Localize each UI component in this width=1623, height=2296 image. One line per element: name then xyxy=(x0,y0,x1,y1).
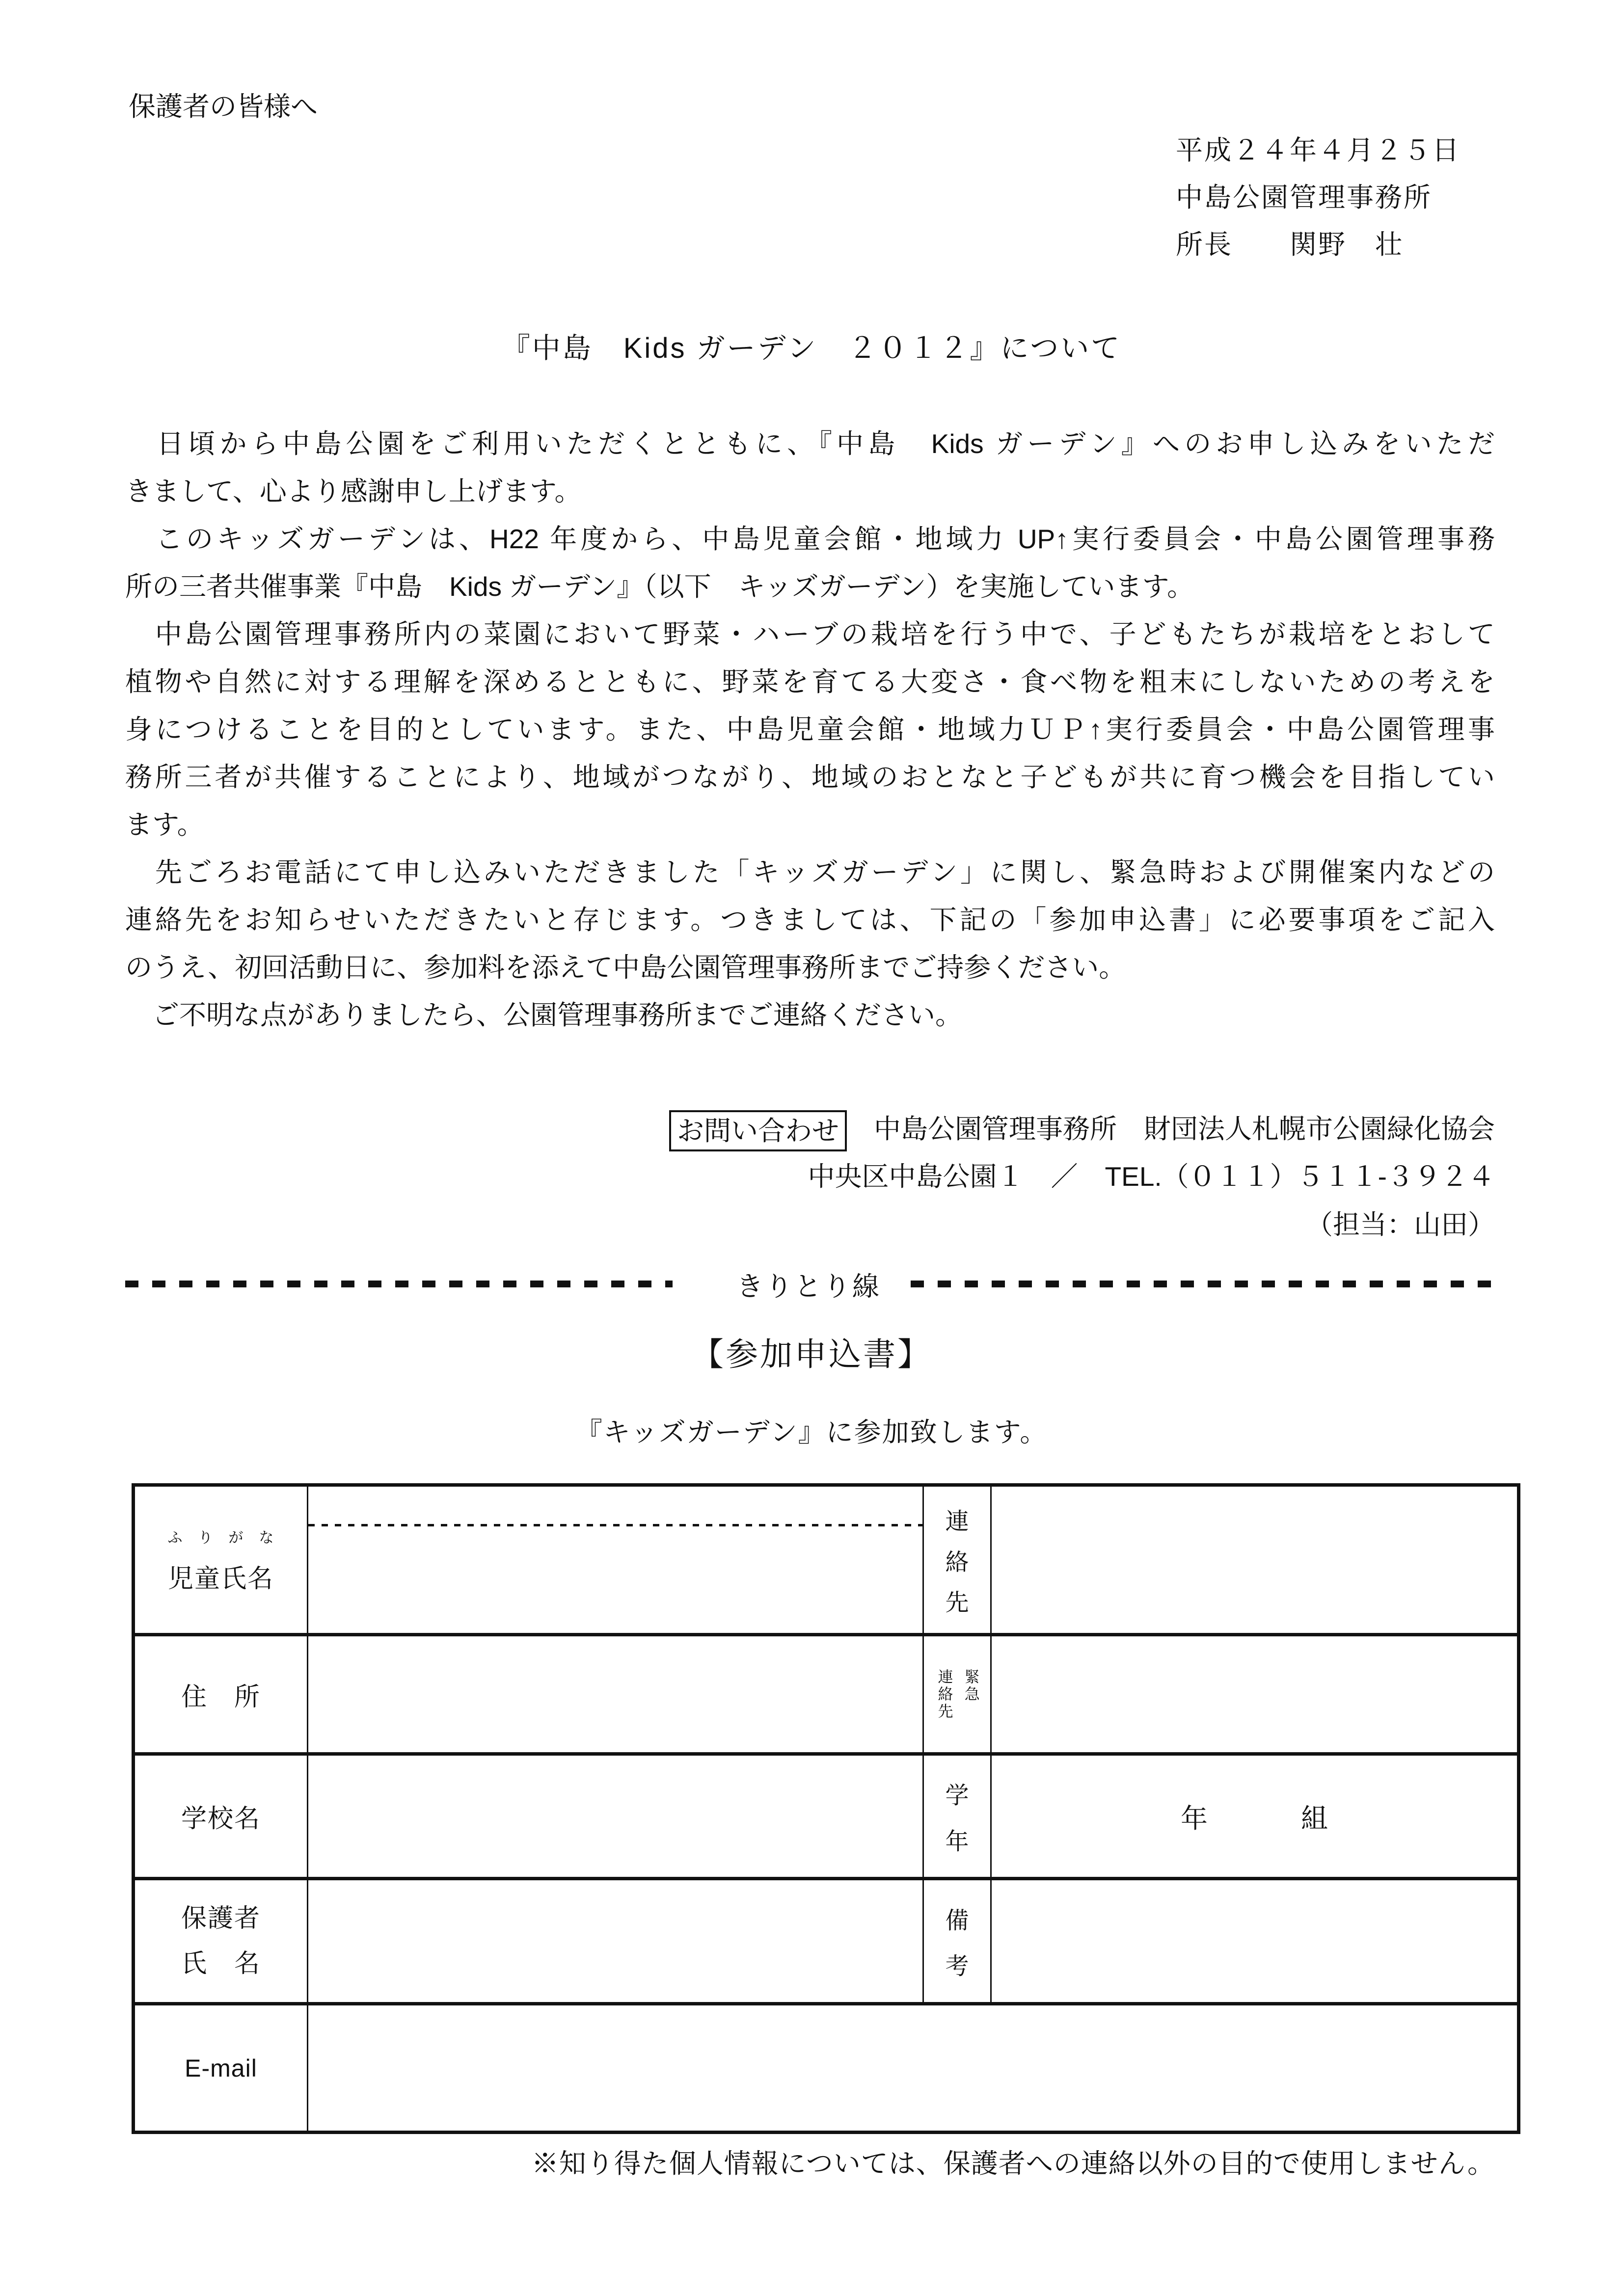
emergency-contact-input-area xyxy=(990,1633,1517,1752)
emergency-label-part: 緊急 xyxy=(962,1668,979,1703)
furigana-separator-line xyxy=(308,1524,922,1526)
form-subheading: 『キッズガーデン』に参加致します。 xyxy=(575,1417,1048,1447)
date-line: 平成２４年４月２５日 xyxy=(1176,135,1461,165)
school-label: 学校名 xyxy=(181,1805,261,1833)
email-label: E-mail xyxy=(185,2054,257,2082)
contact-block xyxy=(125,1105,1495,1249)
grade-class-suffix: 組 xyxy=(1301,1803,1328,1834)
body-line: のうえ、初回活動日に、参加料を添えて中島公園管理事務所までご持参ください。 xyxy=(125,952,1126,983)
grade-input-area xyxy=(990,1752,1517,1877)
cut-line-dashes-left xyxy=(125,1281,673,1287)
sender-chief: 所長 関野 壮 xyxy=(1176,229,1404,260)
guardian-label-line: 氏 名 xyxy=(181,1949,261,1978)
contact-label-char: 先 xyxy=(945,1590,969,1616)
body-line: 連絡先をお知らせいただきたいと存じます。つきましては、下記の「参加申込書」に必要事項をご記入 xyxy=(125,905,1495,935)
body-line: きまして、心より感謝申し上げます。 xyxy=(125,476,582,507)
contact-label-char: 連 xyxy=(945,1508,969,1535)
body-line: 中島公園管理事務所内の菜園において野菜・ハーブの栽培を行う中で、子どもたちが栽培をとおして xyxy=(125,619,1495,649)
field-label-child-name xyxy=(135,1487,307,1633)
privacy-note: ※知り得た個人情報については、保護者への連絡以外の目的で使用しません。 xyxy=(531,2148,1495,2179)
inquiry-box-label: お問い合わせ xyxy=(669,1110,847,1151)
address-input-area xyxy=(307,1633,922,1752)
email-input-area xyxy=(307,2002,1517,2131)
sender-block xyxy=(1176,127,1461,268)
guardian-label-line: 保護者 xyxy=(181,1904,261,1933)
remarks-input-area xyxy=(990,1877,1517,2002)
field-label-email xyxy=(135,2002,307,2131)
school-input-area xyxy=(307,1752,922,1877)
cut-line-label: きりとり線 xyxy=(736,1271,882,1302)
guardian-name-input-area xyxy=(307,1877,922,2002)
address-label: 住 所 xyxy=(181,1682,261,1711)
field-label-school xyxy=(135,1752,307,1877)
remarks-label-char: 考 xyxy=(945,1953,969,1980)
body-line: 先ごろお電話にて申し込みいただきました「キッズガーデン」に関し、緊急時および開催案内などの xyxy=(125,857,1495,887)
body-line: ご不明な点がありましたら、公園管理事務所までご連絡ください。 xyxy=(125,1000,963,1030)
body-line: 身につけることを目的としています。また、中島児童会館・地域力ＵＰ↑実行委員会・中島公園管理事 xyxy=(125,714,1495,745)
form-heading: 【参加申込書】 xyxy=(691,1336,932,1372)
contact-orgs: 中島公園管理事務所 財団法人札幌市公園緑化協会 xyxy=(846,1114,1495,1144)
field-label-grade xyxy=(922,1752,990,1877)
contact-line-1 xyxy=(125,1105,1495,1152)
contact-address-tel: 中央区中島公園１ ／ TEL.（０１１）５１１-３９２４ xyxy=(808,1161,1495,1192)
grade-year-suffix: 年 xyxy=(1180,1803,1208,1834)
grade-label-char: 学 xyxy=(945,1783,969,1809)
remarks-label-char: 備 xyxy=(945,1907,969,1934)
emergency-label-part: 連絡先 xyxy=(935,1668,953,1720)
body-text xyxy=(125,420,1495,1039)
furigana-label: ふ り が な xyxy=(167,1529,274,1546)
contact-person: （担当：山田） xyxy=(1305,1209,1495,1240)
body-line: 日頃から中島公園をご利用いただくとともに、『中島 Kids ガーデン』へのお申し込みをいただ xyxy=(125,428,1495,459)
document-title: 『中島 Kids ガーデン ２０１２』について xyxy=(501,332,1122,364)
field-label-address xyxy=(135,1633,307,1752)
body-line: このキッズガーデンは、H22 年度から、中島児童会館・地域力 UP↑実行委員会・中島公園管理事務 xyxy=(125,524,1495,554)
field-label-contact xyxy=(922,1487,990,1633)
cut-line xyxy=(125,1270,1495,1302)
salutation: 保護者の皆様へ xyxy=(129,91,318,122)
child-name-label: 児童氏名 xyxy=(167,1564,274,1593)
body-line: 所の三者共催事業『中島 Kids ガーデン』（以下 キッズガーデン）を実施しています。 xyxy=(125,571,1194,602)
contact-input-area xyxy=(990,1487,1517,1633)
contact-label-char: 絡 xyxy=(945,1549,969,1575)
sender-org: 中島公園管理事務所 xyxy=(1176,182,1433,213)
field-label-emergency-contact xyxy=(922,1633,990,1752)
cut-line-dashes-right xyxy=(911,1281,1495,1287)
child-name-input-area xyxy=(307,1487,922,1633)
body-line: ます。 xyxy=(125,809,204,840)
field-label-remarks xyxy=(922,1877,990,2002)
grade-label-char: 年 xyxy=(945,1828,969,1855)
application-form-table xyxy=(132,1483,1520,2134)
field-label-guardian-name xyxy=(135,1877,307,2002)
body-line: 務所三者が共催することにより、地域がつながり、地域のおとなと子どもが共に育つ機会を目指してい xyxy=(125,762,1495,792)
body-line: 植物や自然に対する理解を深めるとともに、野菜を育てる大変さ・食べ物を粗末にしないための考えを xyxy=(125,667,1495,697)
